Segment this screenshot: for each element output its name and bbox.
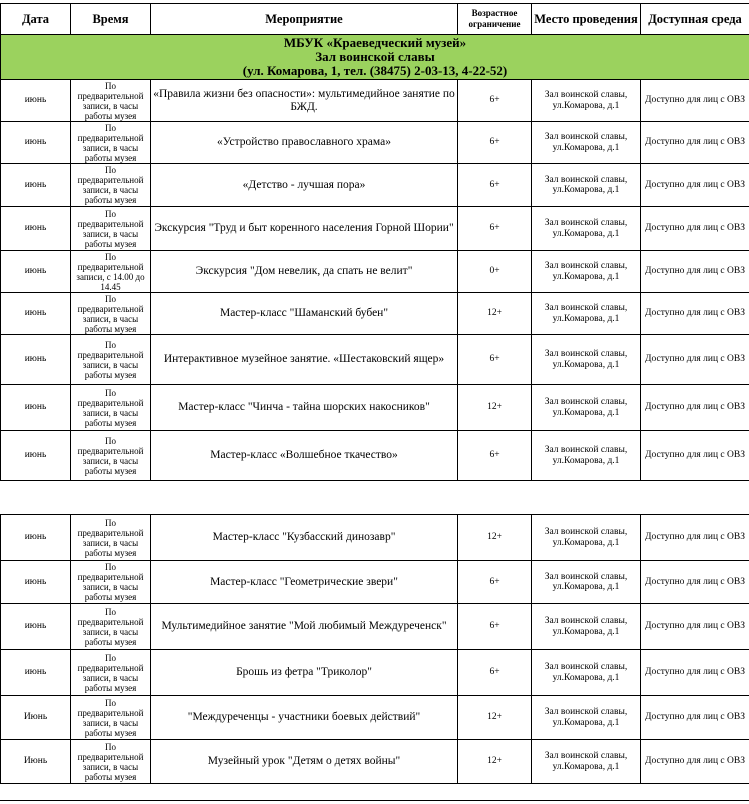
cell-event: «Правила жизни без опасности»: мультимедийное занятие по БЖД. bbox=[151, 80, 458, 122]
cell-time: По предварительной записи, в часы работы музея bbox=[71, 431, 151, 481]
header-age: Возрастное ограничение bbox=[458, 4, 532, 35]
cell-event: Экскурсия "Труд и быт коренного населения Горной Шории" bbox=[151, 207, 458, 251]
cell-access: Доступно для лиц с ОВЗ bbox=[641, 650, 749, 696]
cell-time: По предварительной записи, в часы работы музея bbox=[71, 561, 151, 604]
table-row bbox=[1, 696, 749, 740]
cell-event: Мастер-класс "Шаманский бубен" bbox=[151, 293, 458, 335]
cell-time: По предварительной записи, в часы работы музея bbox=[71, 293, 151, 335]
banner-museum: МБУК «Краеведческий музей» bbox=[3, 36, 747, 50]
cell-event: Мастер-класс "Геометрические звери" bbox=[151, 561, 458, 604]
cell-time: По предварительной записи, в часы работы музея bbox=[71, 80, 151, 122]
venue-banner bbox=[1, 35, 749, 80]
table-row bbox=[1, 164, 749, 207]
cell-date: июнь bbox=[1, 122, 71, 164]
cell-time: По предварительной записи, в часы работы музея bbox=[71, 515, 151, 561]
cell-event: Мастер-класс "Чинча - тайна шорских накосников" bbox=[151, 385, 458, 431]
header-place: Место проведения bbox=[532, 4, 641, 35]
cell-access: Доступно для лиц с ОВЗ bbox=[641, 122, 749, 164]
cell-age: 12+ bbox=[458, 696, 532, 740]
cell-place: Зал воинской славы, ул.Комарова, д.1 bbox=[532, 385, 641, 431]
cell-access: Доступно для лиц с ОВЗ bbox=[641, 696, 749, 740]
cell-place: Зал воинской славы, ул.Комарова, д.1 bbox=[532, 740, 641, 784]
cell-event: «Устройство православного храма» bbox=[151, 122, 458, 164]
table-row bbox=[1, 561, 749, 604]
cell-time: По предварительной записи, в часы работы музея bbox=[71, 207, 151, 251]
cell-date: июнь bbox=[1, 604, 71, 650]
events-table-part2 bbox=[0, 514, 749, 784]
header-row bbox=[1, 4, 749, 35]
cell-date: июнь bbox=[1, 251, 71, 293]
cell-access: Доступно для лиц с ОВЗ bbox=[641, 251, 749, 293]
table-row bbox=[1, 293, 749, 335]
cell-age: 6+ bbox=[458, 335, 532, 385]
cell-age: 6+ bbox=[458, 650, 532, 696]
cell-place: Зал воинской славы, ул.Комарова, д.1 bbox=[532, 431, 641, 481]
cell-age: 6+ bbox=[458, 207, 532, 251]
cell-access: Доступно для лиц с ОВЗ bbox=[641, 385, 749, 431]
header-date: Дата bbox=[1, 4, 71, 35]
cell-event: Музейный урок "Детям о детях войны" bbox=[151, 740, 458, 784]
table-row bbox=[1, 385, 749, 431]
cell-age: 12+ bbox=[458, 515, 532, 561]
cell-age: 6+ bbox=[458, 431, 532, 481]
cell-date: Июнь bbox=[1, 696, 71, 740]
table-row bbox=[1, 207, 749, 251]
next-table-edge bbox=[0, 800, 749, 804]
cell-time: По предварительной записи, в часы работы музея bbox=[71, 335, 151, 385]
cell-date: июнь bbox=[1, 164, 71, 207]
cell-time: По предварительной записи, в часы работы музея bbox=[71, 604, 151, 650]
cell-date: июнь bbox=[1, 335, 71, 385]
cell-age: 6+ bbox=[458, 604, 532, 650]
cell-age: 6+ bbox=[458, 122, 532, 164]
cell-event: Экскурсия "Дом невелик, да спать не велит" bbox=[151, 251, 458, 293]
events-table-part1 bbox=[0, 3, 749, 481]
cell-event: Мастер-класс "Кузбасский динозавр" bbox=[151, 515, 458, 561]
cell-place: Зал воинской славы, ул.Комарова, д.1 bbox=[532, 207, 641, 251]
cell-place: Зал воинской славы, ул.Комарова, д.1 bbox=[532, 122, 641, 164]
cell-access: Доступно для лиц с ОВЗ bbox=[641, 740, 749, 784]
table-row bbox=[1, 604, 749, 650]
cell-date: июнь bbox=[1, 561, 71, 604]
cell-age: 6+ bbox=[458, 80, 532, 122]
cell-event: "Междуреченцы - участники боевых действий" bbox=[151, 696, 458, 740]
cell-time: По предварительной записи, с 14.00 до 14.45 bbox=[71, 251, 151, 293]
table-row bbox=[1, 650, 749, 696]
table-row bbox=[1, 335, 749, 385]
cell-place: Зал воинской славы, ул.Комарова, д.1 bbox=[532, 251, 641, 293]
cell-age: 6+ bbox=[458, 561, 532, 604]
header-event: Мероприятие bbox=[151, 4, 458, 35]
cell-access: Доступно для лиц с ОВЗ bbox=[641, 293, 749, 335]
cell-time: По предварительной записи, в часы работы музея bbox=[71, 650, 151, 696]
cell-date: июнь bbox=[1, 293, 71, 335]
table-row bbox=[1, 431, 749, 481]
cell-access: Доступно для лиц с ОВЗ bbox=[641, 80, 749, 122]
cell-event: Мастер-класс «Волшебное ткачество» bbox=[151, 431, 458, 481]
cell-access: Доступно для лиц с ОВЗ bbox=[641, 207, 749, 251]
cell-age: 12+ bbox=[458, 740, 532, 784]
cell-date: июнь bbox=[1, 431, 71, 481]
cell-age: 6+ bbox=[458, 164, 532, 207]
cell-event: Интерактивное музейное занятие. «Шестаковский ящер» bbox=[151, 335, 458, 385]
cell-date: июнь bbox=[1, 207, 71, 251]
cell-age: 12+ bbox=[458, 385, 532, 431]
banner-hall: Зал воинской славы bbox=[3, 50, 747, 64]
table-row bbox=[1, 122, 749, 164]
cell-event: Мультимедийное занятие "Мой любимый Междуреченск" bbox=[151, 604, 458, 650]
cell-time: По предварительной записи, в часы работы музея bbox=[71, 122, 151, 164]
header-access: Доступная среда bbox=[641, 4, 749, 35]
cell-place: Зал воинской славы, ул.Комарова, д.1 bbox=[532, 561, 641, 604]
cell-access: Доступно для лиц с ОВЗ bbox=[641, 164, 749, 207]
cell-date: июнь bbox=[1, 385, 71, 431]
cell-date: июнь bbox=[1, 515, 71, 561]
cell-place: Зал воинской славы, ул.Комарова, д.1 bbox=[532, 80, 641, 122]
cell-place: Зал воинской славы, ул.Комарова, д.1 bbox=[532, 293, 641, 335]
cell-access: Доступно для лиц с ОВЗ bbox=[641, 604, 749, 650]
cell-date: июнь bbox=[1, 80, 71, 122]
cell-time: По предварительной записи, в часы работы музея bbox=[71, 696, 151, 740]
cell-access: Доступно для лиц с ОВЗ bbox=[641, 515, 749, 561]
table-row bbox=[1, 515, 749, 561]
cell-place: Зал воинской славы, ул.Комарова, д.1 bbox=[532, 335, 641, 385]
cell-place: Зал воинской славы, ул.Комарова, д.1 bbox=[532, 696, 641, 740]
cell-event: Брошь из фетра "Триколор" bbox=[151, 650, 458, 696]
cell-place: Зал воинской славы, ул.Комарова, д.1 bbox=[532, 604, 641, 650]
cell-date: июнь bbox=[1, 650, 71, 696]
cell-access: Доступно для лиц с ОВЗ bbox=[641, 431, 749, 481]
table-row bbox=[1, 80, 749, 122]
cell-time: По предварительной записи, в часы работы музея bbox=[71, 164, 151, 207]
cell-place: Зал воинской славы, ул.Комарова, д.1 bbox=[532, 650, 641, 696]
cell-time: По предварительной записи, в часы работы музея bbox=[71, 385, 151, 431]
banner-address: (ул. Комарова, 1, тел. (38475) 2-03-13, 4-22-52) bbox=[3, 64, 747, 78]
cell-time: По предварительной записи, в часы работы музея bbox=[71, 740, 151, 784]
cell-place: Зал воинской славы, ул.Комарова, д.1 bbox=[532, 164, 641, 207]
table-row bbox=[1, 251, 749, 293]
table-row bbox=[1, 740, 749, 784]
cell-access: Доступно для лиц с ОВЗ bbox=[641, 561, 749, 604]
cell-place: Зал воинской славы, ул.Комарова, д.1 bbox=[532, 515, 641, 561]
cell-age: 12+ bbox=[458, 293, 532, 335]
cell-event: «Детство - лучшая пора» bbox=[151, 164, 458, 207]
cell-age: 0+ bbox=[458, 251, 532, 293]
header-time: Время bbox=[71, 4, 151, 35]
cell-access: Доступно для лиц с ОВЗ bbox=[641, 335, 749, 385]
cell-date: Июнь bbox=[1, 740, 71, 784]
